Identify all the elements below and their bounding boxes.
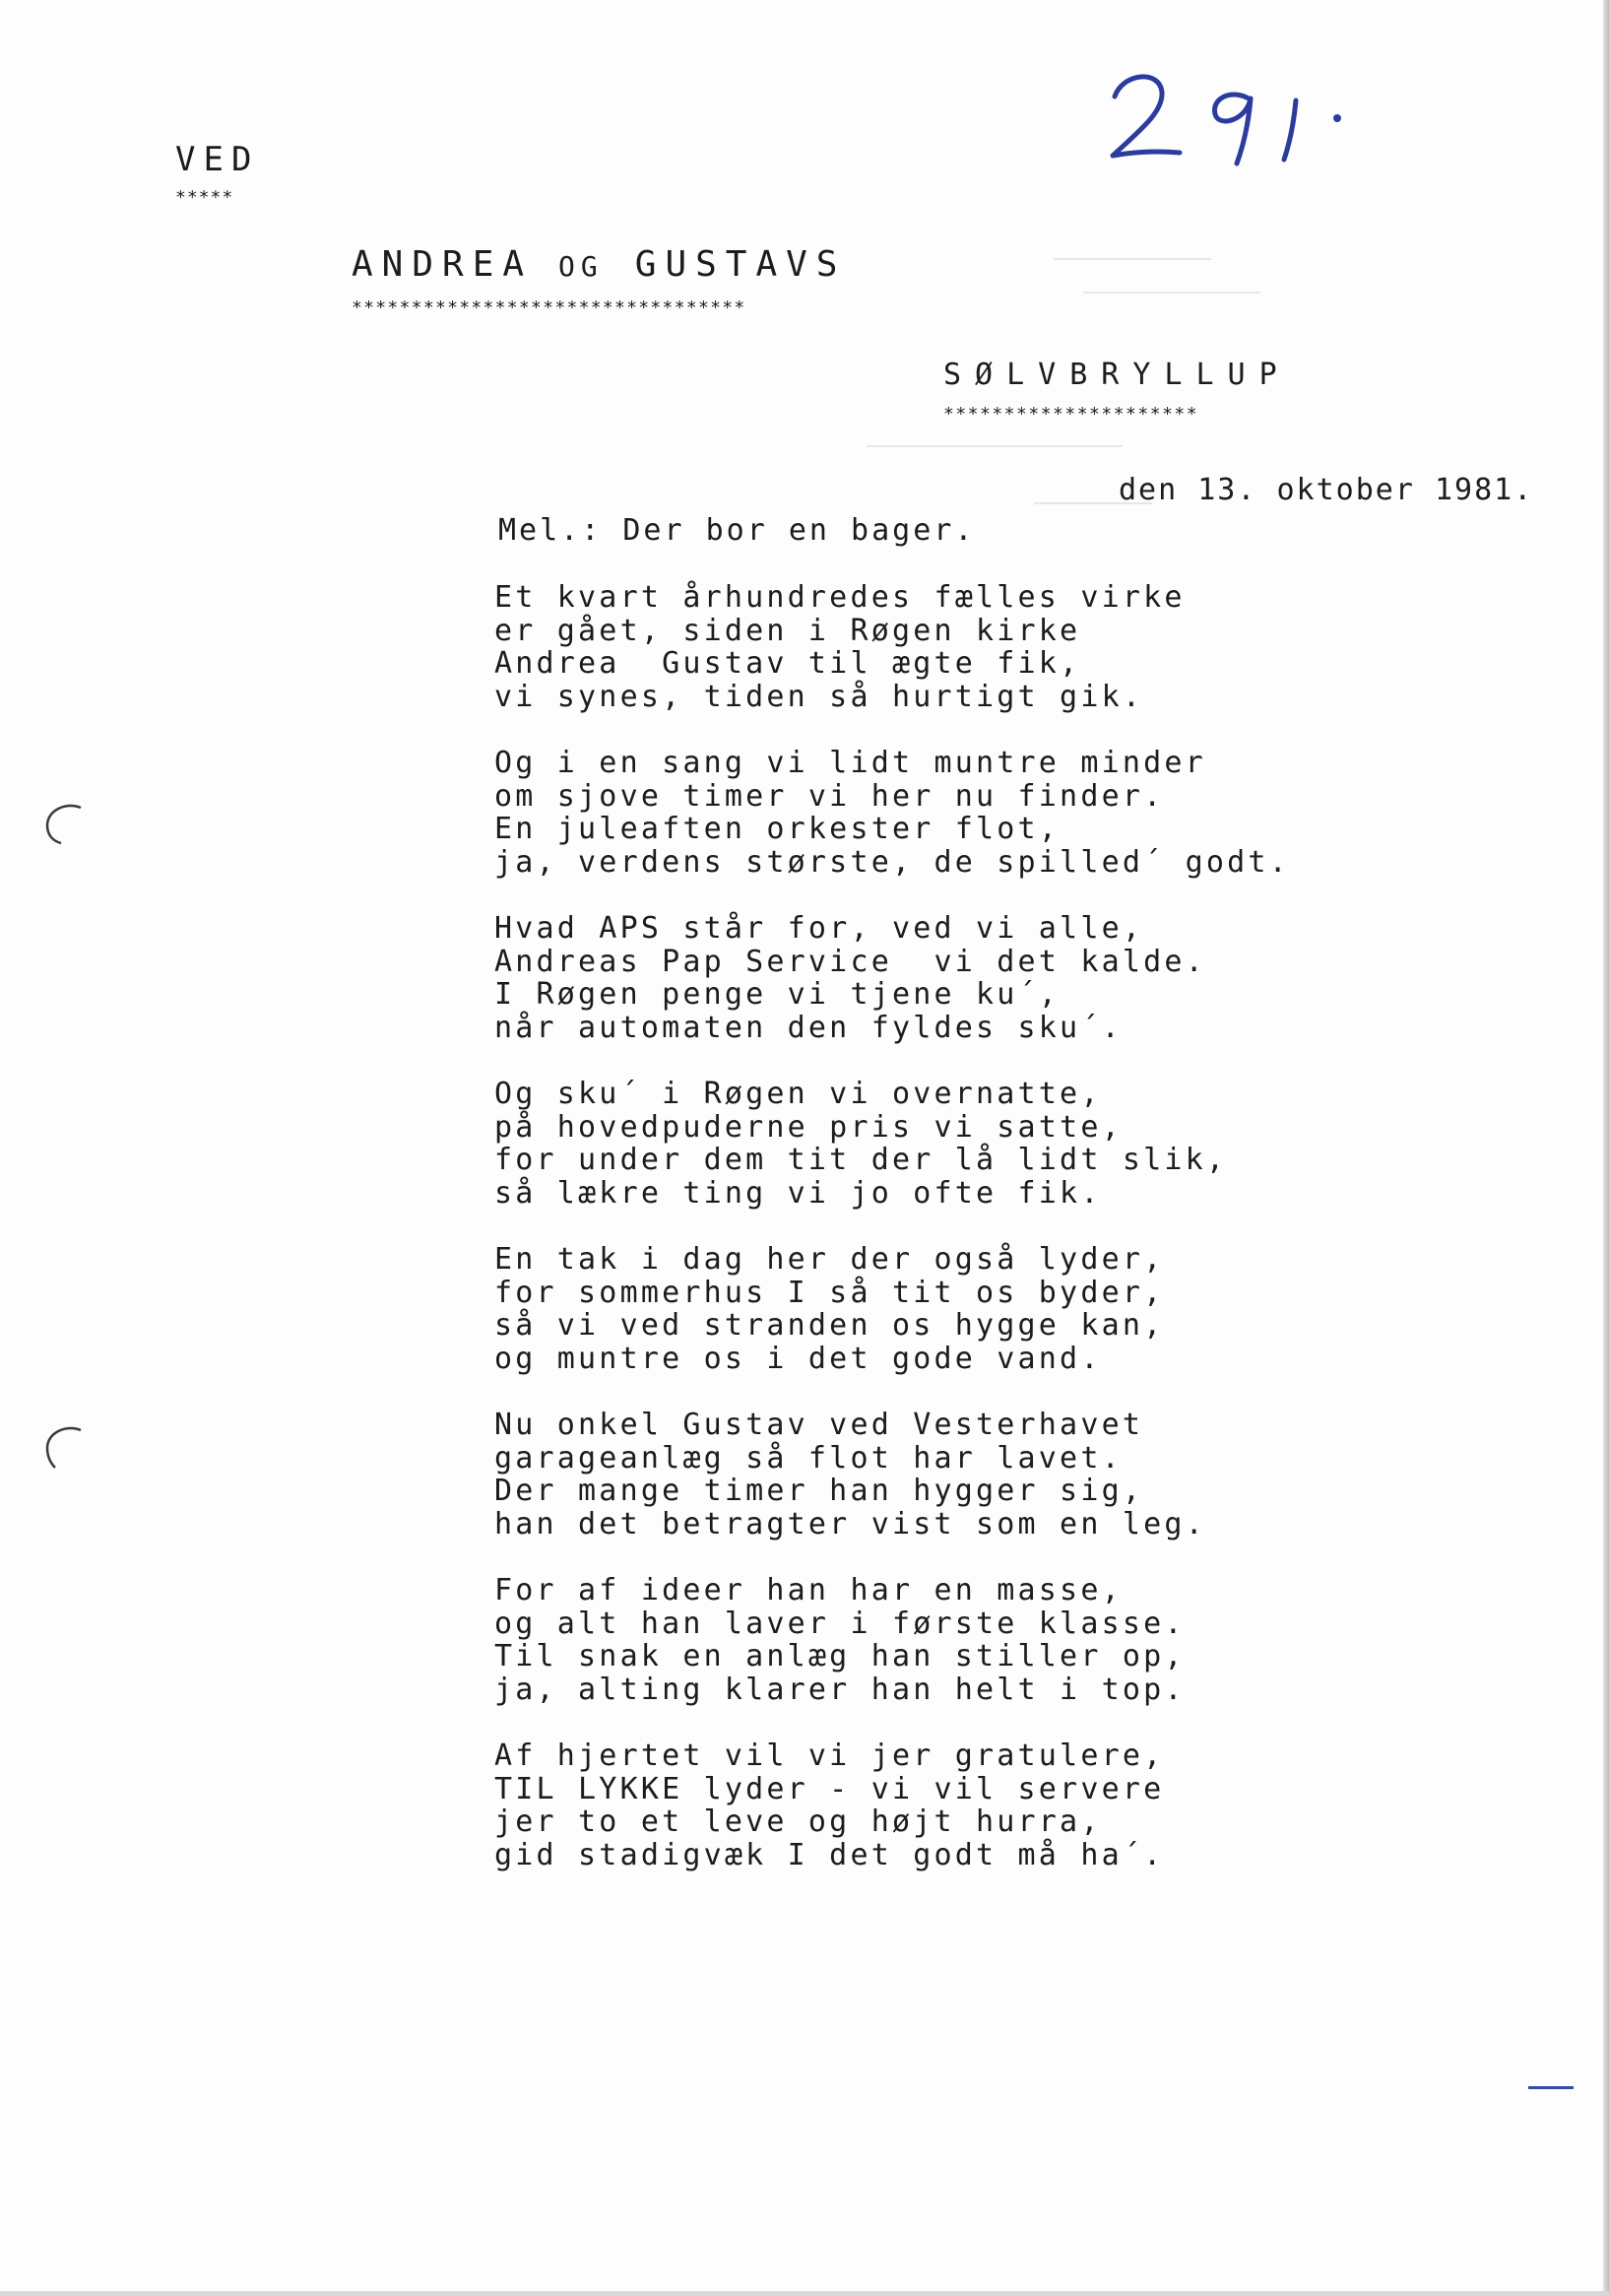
- handwritten-page-number: [1101, 61, 1386, 169]
- verse-line: om sjove timer vi her nu finder.: [494, 778, 1165, 814]
- verse-line: Andreas Pap Service vi det kalde.: [494, 944, 1206, 979]
- heading-name-gustavs: GUSTAVS: [634, 244, 847, 285]
- verse-line: og muntre os i det gode vand.: [494, 1341, 1102, 1376]
- verse-line: Til snak en anlæg han stiller op,: [494, 1639, 1186, 1673]
- blue-pen-mark: [1528, 2086, 1574, 2089]
- dot-mark: [1333, 114, 1341, 122]
- verse-line: En tak i dag her der også lyder,: [494, 1242, 1165, 1277]
- verse-line: Og i en sang vi lidt muntre minder: [494, 746, 1206, 780]
- heading-occasion-underline: *********************: [943, 404, 1199, 425]
- heading-ved: VED: [175, 140, 260, 179]
- verse-line: han det betragter vist som en leg.: [494, 1506, 1206, 1542]
- stanza-1: [494, 581, 1302, 713]
- stanza-6: [494, 1409, 1302, 1541]
- digit-1-stroke: [1284, 100, 1296, 160]
- verse-line: så lækre ting vi jo ofte fik.: [494, 1175, 1102, 1211]
- verse-line: Et kvart århundredes fælles virke: [494, 580, 1186, 615]
- verse-line: For af ideer han har en masse,: [494, 1573, 1123, 1607]
- stanza-4: [494, 1078, 1302, 1210]
- verse-line: TIL LYKKE lyder - vi vil servere: [494, 1771, 1165, 1806]
- song-text: [494, 581, 1302, 1905]
- heading-names: [352, 244, 846, 285]
- verse-line: garageanlæg så flot har lavet.: [494, 1440, 1123, 1476]
- stanza-3: [494, 912, 1302, 1044]
- verse-line: jer to et leve og højt hurra,: [494, 1804, 1102, 1839]
- verse-line: så vi ved stranden os hygge kan,: [494, 1308, 1165, 1343]
- scan-edge-bottom: [0, 2291, 1609, 2296]
- digit-2-stroke: [1113, 77, 1180, 156]
- scan-artifact: [867, 445, 1123, 447]
- verse-line: på hovedpuderne pris vi satte,: [494, 1109, 1123, 1145]
- digit-9-stroke: [1214, 95, 1251, 164]
- punch-hole-icon: [41, 1422, 89, 1470]
- heading-names-underline: *********************************: [352, 297, 746, 318]
- verse-line: er gået, siden i Røgen kirke: [494, 613, 1081, 648]
- heading-og: OG: [558, 250, 604, 283]
- verse-line: for sommerhus I så tit os byder,: [494, 1275, 1165, 1310]
- stanza-5: [494, 1243, 1302, 1375]
- verse-line: I Røgen penge vi tjene ku´,: [494, 977, 1061, 1012]
- heading-name-andrea: ANDREA: [352, 244, 534, 285]
- verse-line: ja, verdens største, de spilled´ godt.: [494, 844, 1290, 880]
- scan-artifact: [1083, 292, 1260, 294]
- verse-line: når automaten den fyldes sku´.: [494, 1010, 1123, 1045]
- melody-line: Mel.: Der bor en bager.: [498, 513, 976, 548]
- document-date: den 13. oktober 1981.: [1119, 473, 1534, 507]
- stanza-2: [494, 747, 1302, 879]
- scan-artifact: [1034, 502, 1152, 504]
- verse-line: Andrea Gustav til ægte fik,: [494, 646, 1081, 681]
- verse-line: og alt han laver i første klasse.: [494, 1606, 1186, 1641]
- scan-edge-right: [1603, 0, 1609, 2296]
- verse-line: Der mange timer han hygger sig,: [494, 1474, 1144, 1508]
- heading-occasion: SØLVBRYLLUP: [943, 358, 1291, 392]
- heading-ved-underline: *****: [175, 187, 234, 208]
- verse-line: Og sku´ i Røgen vi overnatte,: [494, 1077, 1102, 1111]
- stanza-7: [494, 1574, 1302, 1706]
- verse-line: ja, alting klarer han helt i top.: [494, 1672, 1186, 1707]
- verse-line: Af hjertet vil vi jer gratulere,: [494, 1738, 1165, 1773]
- stanza-8: [494, 1739, 1302, 1871]
- verse-line: for under dem tit der lå lidt slik,: [494, 1143, 1228, 1177]
- verse-line: gid stadigvæk I det godt må ha´.: [494, 1837, 1165, 1872]
- verse-line: En juleaften orkester flot,: [494, 812, 1061, 846]
- verse-line: vi synes, tiden så hurtigt gik.: [494, 679, 1144, 714]
- verse-line: Nu onkel Gustav ved Vesterhavet: [494, 1408, 1144, 1442]
- scan-artifact: [1054, 258, 1211, 260]
- verse-line: Hvad APS står for, ved vi alle,: [494, 911, 1144, 946]
- punch-hole-icon: [41, 800, 89, 847]
